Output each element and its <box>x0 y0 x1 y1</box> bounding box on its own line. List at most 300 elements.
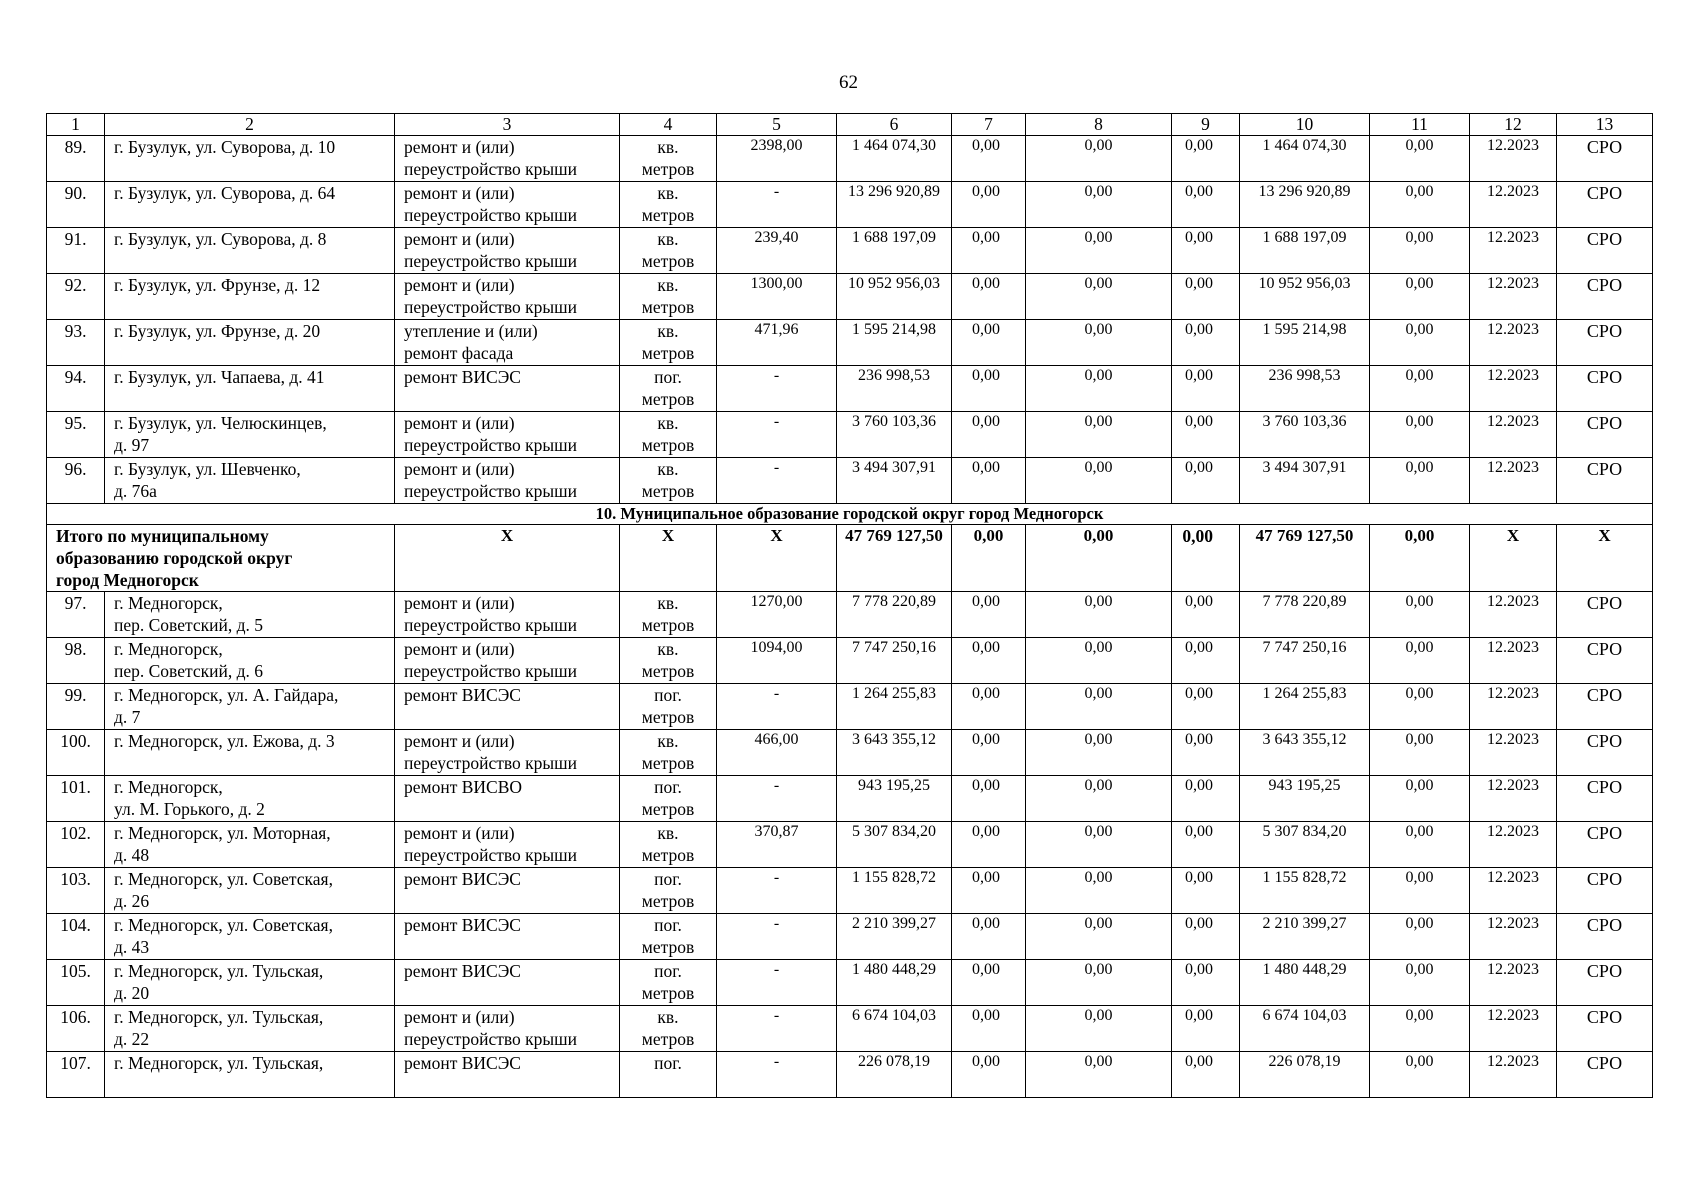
fund-col11-cell: 0,00 <box>1370 960 1470 1006</box>
executor-cell: СРО <box>1557 960 1653 1006</box>
work-type-cell-line: ремонт ВИСЭС <box>404 961 521 981</box>
completion-date-cell: 12.2023 <box>1470 822 1557 868</box>
work-type-cell <box>395 960 620 1006</box>
total-cost-cell: 226 078,19 <box>837 1052 952 1098</box>
row-number-cell: 105. <box>47 960 105 1006</box>
table-row <box>47 458 1653 504</box>
unit-cell <box>620 868 717 914</box>
address-cell-line: г. Бузулук, ул. Шевченко, <box>114 459 301 479</box>
address-cell-line: г. Бузулук, ул. Суворова, д. 64 <box>114 183 336 203</box>
completion-date-cell: 12.2023 <box>1470 412 1557 458</box>
fund-col9-cell: 0,00 <box>1172 458 1240 504</box>
fund-col9-cell: 0,00 <box>1172 822 1240 868</box>
work-type-cell <box>395 914 620 960</box>
unit-cell-line: метров <box>641 435 695 455</box>
address-cell-line: д. 97 <box>114 435 150 455</box>
completion-date-cell: 12.2023 <box>1470 1006 1557 1052</box>
fund-col9-cell: 0,00 <box>1172 136 1240 182</box>
executor-cell: СРО <box>1557 822 1653 868</box>
total-label-line: Итого по муниципальному <box>56 526 269 546</box>
fund-col8-cell: 0,00 <box>1026 320 1172 366</box>
fund-col11-cell: 0,00 <box>1370 412 1470 458</box>
executor-cell: СРО <box>1557 1006 1653 1052</box>
row-number-cell: 100. <box>47 730 105 776</box>
address-cell <box>105 592 395 638</box>
work-type-cell-line: ремонт и (или) <box>404 823 515 843</box>
fund-col8-cell: 0,00 <box>1026 960 1172 1006</box>
fund-col10-cell: 1 264 255,83 <box>1240 684 1370 730</box>
row-number-cell: 103. <box>47 868 105 914</box>
fund-col11-cell: 0,00 <box>1370 638 1470 684</box>
address-cell-line: г. Медногорск, <box>114 593 223 613</box>
unit-cell <box>620 592 717 638</box>
column-number-cell: 4 <box>620 114 717 136</box>
total-cost-cell: 6 674 104,03 <box>837 1006 952 1052</box>
address-cell <box>105 1006 395 1052</box>
address-cell <box>105 412 395 458</box>
unit-cell-line: метров <box>641 937 695 957</box>
fund-col10-cell: 10 952 956,03 <box>1240 274 1370 320</box>
unit-cell-line: пог. <box>654 685 682 705</box>
address-cell <box>105 776 395 822</box>
unit-cell <box>620 776 717 822</box>
unit-cell-line: пог. <box>654 961 682 981</box>
unit-cell-line: метров <box>641 891 695 911</box>
fund-col8-cell: 0,00 <box>1026 776 1172 822</box>
column-number-cell: 12 <box>1470 114 1557 136</box>
row-number-cell: 104. <box>47 914 105 960</box>
fund-col11-cell: 0,00 <box>1370 1052 1470 1098</box>
row-number-cell: 98. <box>47 638 105 684</box>
executor-cell: СРО <box>1557 228 1653 274</box>
total-cost-cell: 1 264 255,83 <box>837 684 952 730</box>
address-cell <box>105 182 395 228</box>
row-number-cell: 90. <box>47 182 105 228</box>
unit-cell <box>620 366 717 412</box>
fund-col11-cell: 0,00 <box>1370 914 1470 960</box>
row-number-cell: 101. <box>47 776 105 822</box>
address-cell-line: г. Бузулук, ул. Фрунзе, д. 20 <box>114 321 321 341</box>
fund-col9-cell: 0,00 <box>1172 366 1240 412</box>
unit-cell <box>620 730 717 776</box>
address-cell <box>105 136 395 182</box>
table-row <box>47 638 1653 684</box>
unit-cell-line: метров <box>641 615 695 635</box>
unit-cell-line: метров <box>641 251 695 271</box>
total-cost-cell: 2 210 399,27 <box>837 914 952 960</box>
fund-col10-cell: 236 998,53 <box>1240 366 1370 412</box>
fund-col7-cell: 0,00 <box>952 776 1026 822</box>
fund-col7-cell: 0,00 <box>952 730 1026 776</box>
fund-col8-cell: 0,00 <box>1026 868 1172 914</box>
unit-cell-line: кв. <box>657 823 679 843</box>
total-c11-cell: 0,00 <box>1370 525 1470 592</box>
executor-cell: СРО <box>1557 868 1653 914</box>
table-row <box>47 730 1653 776</box>
address-cell-line: г. Медногорск, ул. Тульская, <box>114 1053 324 1073</box>
column-number-cell: 9 <box>1172 114 1240 136</box>
work-type-cell-line: ремонт ВИСЭС <box>404 869 521 889</box>
fund-col7-cell: 0,00 <box>952 1006 1026 1052</box>
work-type-cell <box>395 776 620 822</box>
address-cell-line: г. Медногорск, <box>114 777 223 797</box>
table-row <box>47 274 1653 320</box>
address-cell-line: г. Медногорск, ул. Советская, <box>114 869 333 889</box>
column-number-cell: 5 <box>717 114 837 136</box>
fund-col8-cell: 0,00 <box>1026 730 1172 776</box>
completion-date-cell: 12.2023 <box>1470 776 1557 822</box>
work-type-cell-line: ремонт и (или) <box>404 459 515 479</box>
total-cost-cell: 1 595 214,98 <box>837 320 952 366</box>
work-type-cell <box>395 136 620 182</box>
fund-col7-cell: 0,00 <box>952 960 1026 1006</box>
column-number-header-row <box>47 114 1653 136</box>
fund-col11-cell: 0,00 <box>1370 182 1470 228</box>
fund-col8-cell: 0,00 <box>1026 638 1172 684</box>
table-row <box>47 182 1653 228</box>
column-number-cell: 2 <box>105 114 395 136</box>
unit-cell-line: кв. <box>657 229 679 249</box>
address-cell-line: пер. Советский, д. 5 <box>114 615 263 635</box>
work-type-cell <box>395 1052 620 1098</box>
work-type-cell <box>395 684 620 730</box>
fund-col7-cell: 0,00 <box>952 638 1026 684</box>
fund-col11-cell: 0,00 <box>1370 320 1470 366</box>
completion-date-cell: 12.2023 <box>1470 136 1557 182</box>
row-number-cell: 107. <box>47 1052 105 1098</box>
fund-col8-cell: 0,00 <box>1026 274 1172 320</box>
unit-cell-line: метров <box>641 707 695 727</box>
address-cell-line: г. Медногорск, ул. Моторная, <box>114 823 331 843</box>
unit-cell <box>620 822 717 868</box>
work-type-cell-line: утепление и (или) <box>404 321 538 341</box>
fund-col8-cell: 0,00 <box>1026 458 1172 504</box>
unit-cell-line: метров <box>641 753 695 773</box>
quantity-cell: 466,00 <box>717 730 837 776</box>
executor-cell: СРО <box>1557 274 1653 320</box>
work-type-cell-line: ремонт и (или) <box>404 413 515 433</box>
table-row <box>47 914 1653 960</box>
work-type-cell-line: ремонт ВИСЭС <box>404 915 521 935</box>
total-cost-cell: 7 778 220,89 <box>837 592 952 638</box>
section-header-row <box>47 504 1653 525</box>
table-row <box>47 320 1653 366</box>
quantity-cell: 370,87 <box>717 822 837 868</box>
work-type-cell-line: переустройство крыши <box>404 159 577 179</box>
fund-col10-cell: 1 595 214,98 <box>1240 320 1370 366</box>
work-type-cell-line: ремонт ВИСЭС <box>404 1053 521 1073</box>
completion-date-cell: 12.2023 <box>1470 1052 1557 1098</box>
unit-cell-line: кв. <box>657 275 679 295</box>
address-cell-line: д. 48 <box>114 845 150 865</box>
fund-col9-cell: 0,00 <box>1172 1006 1240 1052</box>
work-type-cell-line: переустройство крыши <box>404 435 577 455</box>
address-cell <box>105 914 395 960</box>
column-number-cell: 7 <box>952 114 1026 136</box>
address-cell-line: г. Медногорск, ул. Ежова, д. 3 <box>114 731 335 751</box>
work-type-cell-line: переустройство крыши <box>404 481 577 501</box>
completion-date-cell: 12.2023 <box>1470 914 1557 960</box>
unit-cell-line: кв. <box>657 413 679 433</box>
fund-col9-cell: 0,00 <box>1172 182 1240 228</box>
fund-col10-cell: 2 210 399,27 <box>1240 914 1370 960</box>
work-type-cell <box>395 822 620 868</box>
completion-date-cell: 12.2023 <box>1470 458 1557 504</box>
address-cell-line: г. Бузулук, ул. Фрунзе, д. 12 <box>114 275 321 295</box>
work-type-cell-line: ремонт и (или) <box>404 229 515 249</box>
section-title: 10. Муниципальное образование городской округ город Медногорск <box>47 504 1653 525</box>
address-cell-line: г. Бузулук, ул. Чапаева, д. 41 <box>114 367 325 387</box>
quantity-cell: - <box>717 914 837 960</box>
capital-repair-table <box>46 113 1653 1098</box>
unit-cell-line: пог. <box>654 915 682 935</box>
unit-cell-line: метров <box>641 661 695 681</box>
address-cell-line: ул. М. Горького, д. 2 <box>114 799 265 819</box>
total-c10-cell: 47 769 127,50 <box>1240 525 1370 592</box>
fund-col10-cell: 226 078,19 <box>1240 1052 1370 1098</box>
completion-date-cell: 12.2023 <box>1470 868 1557 914</box>
fund-col9-cell: 0,00 <box>1172 776 1240 822</box>
unit-cell <box>620 914 717 960</box>
table-row <box>47 822 1653 868</box>
unit-cell <box>620 638 717 684</box>
fund-col8-cell: 0,00 <box>1026 412 1172 458</box>
fund-col8-cell: 0,00 <box>1026 822 1172 868</box>
unit-cell-line: пог. <box>654 869 682 889</box>
fund-col9-cell: 0,00 <box>1172 592 1240 638</box>
unit-cell <box>620 412 717 458</box>
quantity-cell: 239,40 <box>717 228 837 274</box>
address-cell <box>105 960 395 1006</box>
unit-cell-line: пог. <box>654 777 682 797</box>
completion-date-cell: 12.2023 <box>1470 592 1557 638</box>
address-cell <box>105 730 395 776</box>
total-cost-cell: 3 643 355,12 <box>837 730 952 776</box>
executor-cell: СРО <box>1557 592 1653 638</box>
work-type-cell-line: переустройство крыши <box>404 205 577 225</box>
address-cell-line: д. 26 <box>114 891 150 911</box>
total-c8-cell: 0,00 <box>1026 525 1172 592</box>
address-cell-line: г. Медногорск, <box>114 639 223 659</box>
unit-cell-line: метров <box>641 983 695 1003</box>
fund-col7-cell: 0,00 <box>952 412 1026 458</box>
quantity-cell: - <box>717 366 837 412</box>
work-type-cell <box>395 274 620 320</box>
table-row <box>47 1052 1653 1098</box>
address-cell-line: д. 7 <box>114 707 141 727</box>
total-cost-cell: 1 464 074,30 <box>837 136 952 182</box>
fund-col10-cell: 7 747 250,16 <box>1240 638 1370 684</box>
total-cost-cell: 7 747 250,16 <box>837 638 952 684</box>
municipality-total-row <box>47 525 1653 592</box>
quantity-cell: - <box>717 1006 837 1052</box>
work-type-cell-line: переустройство крыши <box>404 297 577 317</box>
row-number-cell: 96. <box>47 458 105 504</box>
total-c12-cell: X <box>1470 525 1557 592</box>
work-type-cell <box>395 730 620 776</box>
executor-cell: СРО <box>1557 776 1653 822</box>
address-cell-line: г. Бузулук, ул. Суворова, д. 10 <box>114 137 336 157</box>
total-c3-cell: X <box>395 525 620 592</box>
work-type-cell-line: ремонт и (или) <box>404 731 515 751</box>
total-cost-cell: 3 494 307,91 <box>837 458 952 504</box>
unit-cell-line: метров <box>641 481 695 501</box>
column-number-cell: 3 <box>395 114 620 136</box>
work-type-cell-line: ремонт и (или) <box>404 183 515 203</box>
address-cell-line: г. Медногорск, ул. Тульская, <box>114 1007 324 1027</box>
fund-col10-cell: 3 494 307,91 <box>1240 458 1370 504</box>
executor-cell: СРО <box>1557 684 1653 730</box>
address-cell <box>105 228 395 274</box>
completion-date-cell: 12.2023 <box>1470 366 1557 412</box>
total-cost-cell: 5 307 834,20 <box>837 822 952 868</box>
unit-cell-line: метров <box>641 389 695 409</box>
address-cell-line: пер. Советский, д. 6 <box>114 661 263 681</box>
fund-col8-cell: 0,00 <box>1026 136 1172 182</box>
completion-date-cell: 12.2023 <box>1470 274 1557 320</box>
work-type-cell-line: ремонт и (или) <box>404 639 515 659</box>
fund-col9-cell: 0,00 <box>1172 638 1240 684</box>
row-number-cell: 93. <box>47 320 105 366</box>
work-type-cell-line: ремонт и (или) <box>404 275 515 295</box>
fund-col9-cell: 0,00 <box>1172 868 1240 914</box>
executor-cell: СРО <box>1557 412 1653 458</box>
work-type-cell-line: переустройство крыши <box>404 615 577 635</box>
column-number-cell: 6 <box>837 114 952 136</box>
fund-col10-cell: 1 464 074,30 <box>1240 136 1370 182</box>
fund-col7-cell: 0,00 <box>952 684 1026 730</box>
unit-cell <box>620 274 717 320</box>
unit-cell-line: кв. <box>657 1007 679 1027</box>
address-cell <box>105 320 395 366</box>
fund-col8-cell: 0,00 <box>1026 914 1172 960</box>
unit-cell <box>620 320 717 366</box>
completion-date-cell: 12.2023 <box>1470 320 1557 366</box>
total-cost-cell: 236 998,53 <box>837 366 952 412</box>
fund-col11-cell: 0,00 <box>1370 822 1470 868</box>
fund-col9-cell: 0,00 <box>1172 228 1240 274</box>
unit-cell-line: пог. <box>654 1053 682 1073</box>
fund-col7-cell: 0,00 <box>952 182 1026 228</box>
fund-col11-cell: 0,00 <box>1370 228 1470 274</box>
fund-col7-cell: 0,00 <box>952 320 1026 366</box>
fund-col10-cell: 1 480 448,29 <box>1240 960 1370 1006</box>
fund-col10-cell: 13 296 920,89 <box>1240 182 1370 228</box>
unit-cell-line: метров <box>641 1029 695 1049</box>
work-type-cell <box>395 592 620 638</box>
fund-col10-cell: 943 195,25 <box>1240 776 1370 822</box>
fund-col10-cell: 1 155 828,72 <box>1240 868 1370 914</box>
fund-col8-cell: 0,00 <box>1026 592 1172 638</box>
fund-col7-cell: 0,00 <box>952 1052 1026 1098</box>
table-row <box>47 776 1653 822</box>
unit-cell <box>620 960 717 1006</box>
quantity-cell: - <box>717 182 837 228</box>
fund-col8-cell: 0,00 <box>1026 182 1172 228</box>
fund-col11-cell: 0,00 <box>1370 776 1470 822</box>
address-cell <box>105 822 395 868</box>
fund-col8-cell: 0,00 <box>1026 684 1172 730</box>
column-number-cell: 10 <box>1240 114 1370 136</box>
row-number-cell: 99. <box>47 684 105 730</box>
fund-col10-cell: 1 688 197,09 <box>1240 228 1370 274</box>
quantity-cell: - <box>717 960 837 1006</box>
work-type-cell <box>395 320 620 366</box>
fund-col8-cell: 0,00 <box>1026 1006 1172 1052</box>
unit-cell <box>620 1052 717 1098</box>
table-row <box>47 136 1653 182</box>
quantity-cell: - <box>717 684 837 730</box>
fund-col7-cell: 0,00 <box>952 914 1026 960</box>
quantity-cell: 471,96 <box>717 320 837 366</box>
unit-cell <box>620 458 717 504</box>
address-cell-line: г. Бузулук, ул. Челюскинцев, <box>114 413 327 433</box>
fund-col11-cell: 0,00 <box>1370 684 1470 730</box>
fund-col11-cell: 0,00 <box>1370 730 1470 776</box>
work-type-cell-line: ремонт и (или) <box>404 1007 515 1027</box>
fund-col7-cell: 0,00 <box>952 458 1026 504</box>
fund-col11-cell: 0,00 <box>1370 868 1470 914</box>
fund-col7-cell: 0,00 <box>952 136 1026 182</box>
work-type-cell <box>395 1006 620 1052</box>
work-type-cell <box>395 228 620 274</box>
fund-col11-cell: 0,00 <box>1370 136 1470 182</box>
work-type-cell-line: ремонт ВИСЭС <box>404 367 521 387</box>
executor-cell: СРО <box>1557 730 1653 776</box>
unit-cell-line: кв. <box>657 183 679 203</box>
completion-date-cell: 12.2023 <box>1470 730 1557 776</box>
column-number-cell: 13 <box>1557 114 1653 136</box>
address-cell-line: д. 76а <box>114 481 157 501</box>
row-number-cell: 91. <box>47 228 105 274</box>
total-c6-cell: 47 769 127,50 <box>837 525 952 592</box>
table-row <box>47 366 1653 412</box>
unit-cell <box>620 1006 717 1052</box>
work-type-cell-line: ремонт фасада <box>404 343 514 363</box>
quantity-cell: 1270,00 <box>717 592 837 638</box>
executor-cell: СРО <box>1557 458 1653 504</box>
table-row <box>47 868 1653 914</box>
quantity-cell: - <box>717 868 837 914</box>
fund-col10-cell: 7 778 220,89 <box>1240 592 1370 638</box>
fund-col11-cell: 0,00 <box>1370 458 1470 504</box>
fund-col10-cell: 5 307 834,20 <box>1240 822 1370 868</box>
unit-cell <box>620 136 717 182</box>
fund-col9-cell: 0,00 <box>1172 914 1240 960</box>
row-number-cell: 95. <box>47 412 105 458</box>
fund-col9-cell: 0,00 <box>1172 1052 1240 1098</box>
row-number-cell: 92. <box>47 274 105 320</box>
unit-cell-line: метров <box>641 799 695 819</box>
executor-cell: СРО <box>1557 320 1653 366</box>
quantity-cell: - <box>717 776 837 822</box>
unit-cell-line: кв. <box>657 593 679 613</box>
fund-col7-cell: 0,00 <box>952 366 1026 412</box>
work-type-cell <box>395 182 620 228</box>
executor-cell: СРО <box>1557 1052 1653 1098</box>
address-cell-line: г. Медногорск, ул. Тульская, <box>114 961 324 981</box>
row-number-cell: 89. <box>47 136 105 182</box>
completion-date-cell: 12.2023 <box>1470 684 1557 730</box>
address-cell-line: г. Медногорск, ул. Советская, <box>114 915 333 935</box>
table-row <box>47 684 1653 730</box>
quantity-cell: 1300,00 <box>717 274 837 320</box>
total-label <box>47 525 395 592</box>
executor-cell: СРО <box>1557 366 1653 412</box>
total-cost-cell: 1 155 828,72 <box>837 868 952 914</box>
page-number: 62 <box>839 72 858 93</box>
address-cell-line: г. Медногорск, ул. А. Гайдара, <box>114 685 339 705</box>
